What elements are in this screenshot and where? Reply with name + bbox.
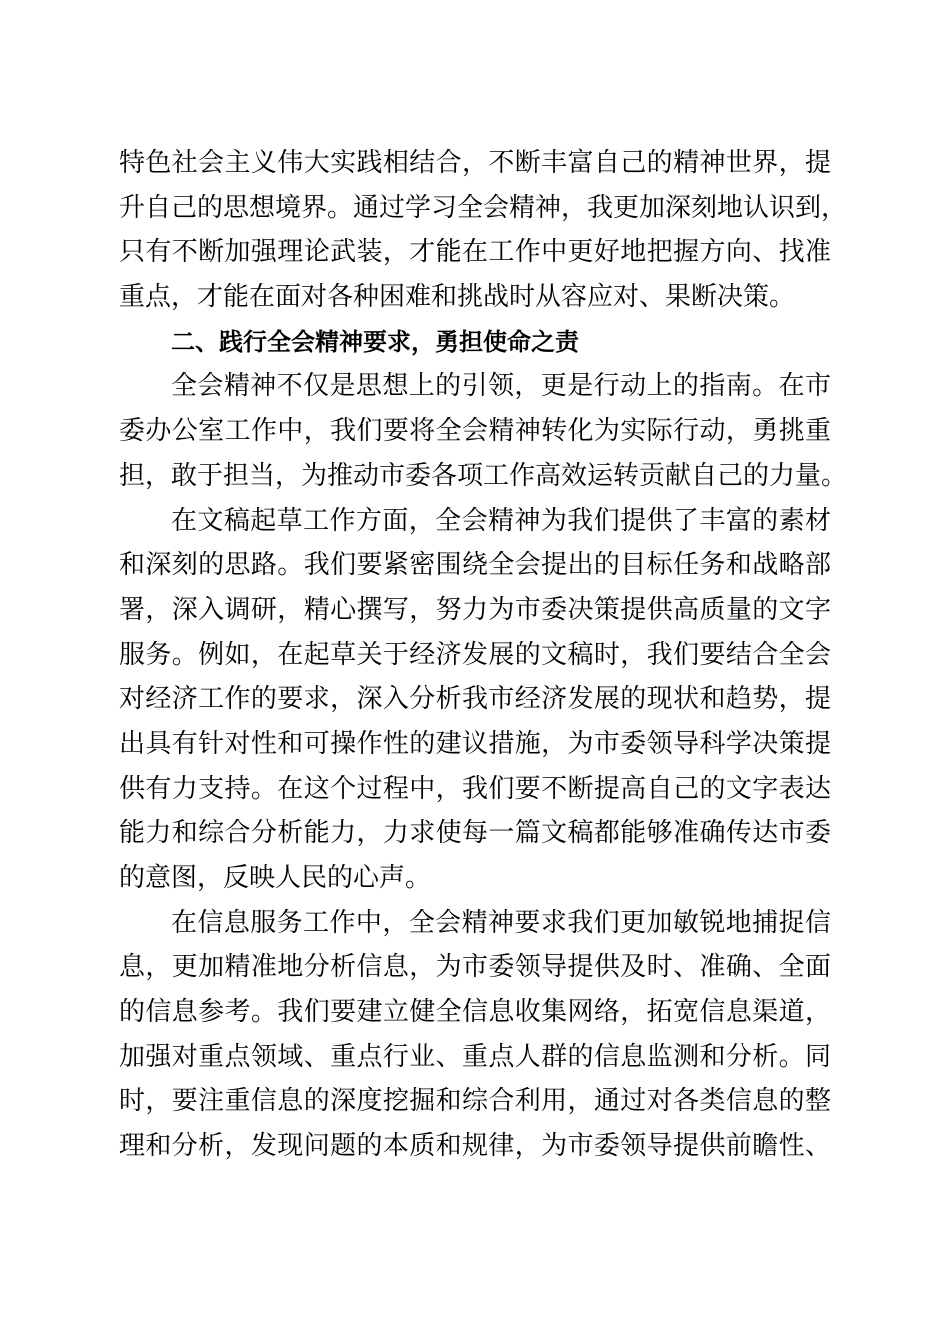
text-line: 委办公室工作中，我们要将全会精神转化为实际行动，勇挑重	[119, 416, 831, 447]
text-line: 息，更加精准地分析信息，为市委领导提供及时、准确、全面	[119, 952, 831, 983]
text-line: 特色社会主义伟大实践相结合，不断丰富自己的精神世界，提	[119, 148, 831, 178]
text-line: 的信息参考。我们要建立健全信息收集网络，拓宽信息渠道，	[119, 997, 831, 1028]
text-line: 时，要注重信息的深度挖掘和综合利用，通过对各类信息的整	[119, 1086, 831, 1117]
text-line: 的意图，反映人民的心声。	[119, 863, 432, 893]
text-line: 理和分析，发现问题的本质和规律，为市委领导提供前瞻性、	[119, 1131, 831, 1162]
text-line: 在信息服务工作中，全会精神要求我们更加敏锐地捕捉信	[171, 907, 831, 938]
text-line: 对经济工作的要求，深入分析我市经济发展的现状和趋势，提	[119, 684, 831, 715]
text-line: 供有力支持。在这个过程中，我们要不断提高自己的文字表达	[119, 773, 831, 804]
paragraph-3	[119, 901, 831, 1169]
paragraph-2	[119, 499, 831, 901]
text-line: 只有不断加强理论武装，才能在工作中更好地把握方向、找准	[119, 237, 831, 268]
document-body	[119, 141, 848, 1169]
text-line: 在文稿起草工作方面，全会精神为我们提供了丰富的素材	[171, 505, 831, 536]
text-line: 全会精神不仅是思想上的引领，更是行动上的指南。在市	[171, 371, 831, 402]
text-line: 服务。例如，在起草关于经济发展的文稿时，我们要结合全会	[119, 639, 831, 670]
paragraph-1	[119, 364, 848, 498]
text-line: 和深刻的思路。我们要紧密围绕全会提出的目标任务和战略部	[119, 550, 831, 581]
text-line: 署，深入调研，精心撰写，努力为市委决策提供高质量的文字	[119, 594, 831, 625]
text-line: 升自己的思想境界。通过学习全会精神，我更加深刻地认识到，	[119, 192, 848, 223]
intro-paragraph	[119, 141, 848, 320]
text-line: 能力和综合分析能力，力求使每一篇文稿都能够准确传达市委	[119, 818, 831, 849]
text-line: 担，敢于担当，为推动市委各项工作高效运转贡献自己的力量。	[119, 460, 848, 491]
text-line: 加强对重点领域、重点行业、重点人群的信息监测和分析。同	[119, 1041, 831, 1072]
text-line: 重点，才能在面对各种困难和挑战时从容应对、果断决策。	[119, 282, 796, 313]
text-line: 出具有针对性和可操作性的建议措施，为市委领导科学决策提	[119, 728, 831, 759]
section-heading: 二、践行全会精神要求，勇担使命之责	[171, 327, 579, 356]
